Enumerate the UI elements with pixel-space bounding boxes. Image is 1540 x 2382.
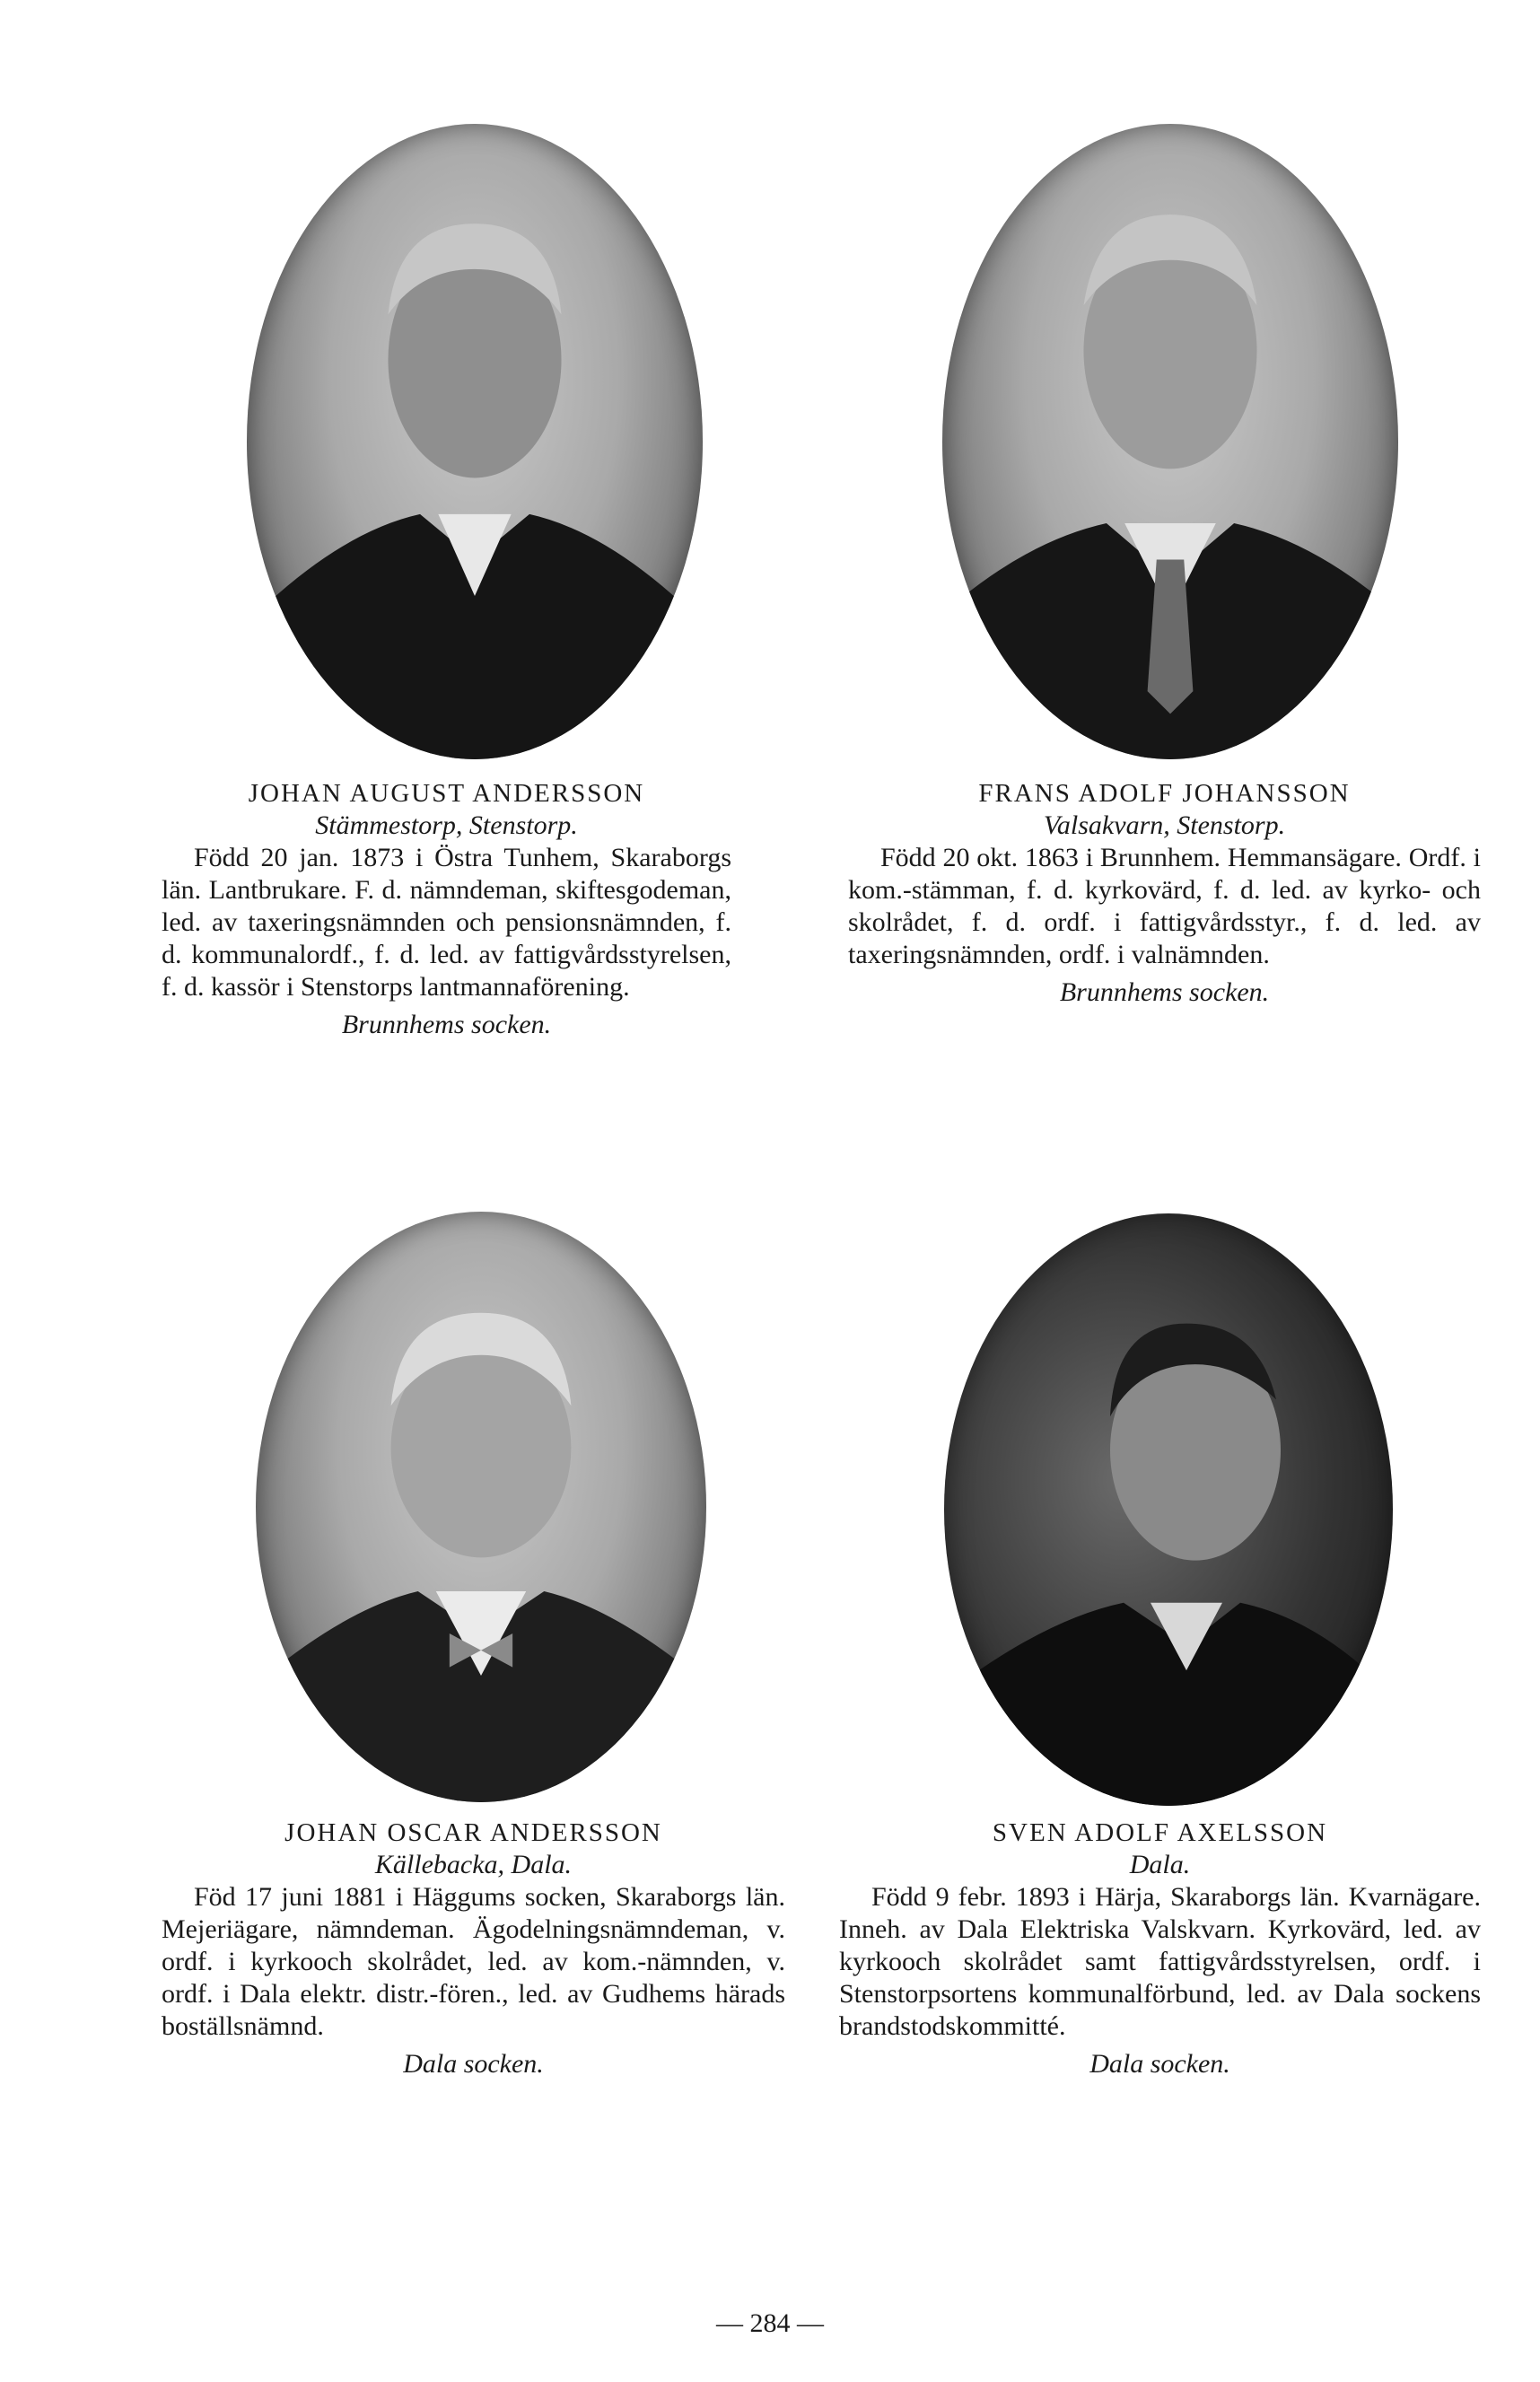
residence: Källebacka, Dala. <box>374 1850 573 1879</box>
parish-name: Dala socken. <box>1089 2049 1230 2079</box>
portrait-photo-frans-adolf-johansson <box>942 124 1398 759</box>
caption-entry-3 <box>162 1817 785 2080</box>
portrait-photo-sven-adolf-axelsson <box>944 1213 1393 1806</box>
residence: Stämmestorp, Stenstorp. <box>315 810 578 840</box>
biography: Född 20 okt. 1863 i Brunnhem. Hemmansägare. Ordf. i kom.-stämman, f. d. kyrkovärd, f. d. led. av kyrko- och skolrådet, f. d. ordf. i fattigvårdsstyr., f. d. led. av taxeringsnämnden, ordf. i valnämnden. <box>848 843 1481 969</box>
residence: Valsakvarn, Stenstorp. <box>1043 810 1286 840</box>
caption-entry-2 <box>848 777 1481 1009</box>
portrait-photo-johan-oscar-andersson <box>256 1212 706 1802</box>
biography: Född 20 jan. 1873 i Östra Tunhem, Skaraborgs län. Lantbrukare. F. d. nämndeman, skiftesgodeman, led. av taxeringsnämnden och pensionsnämnden, f. d. kommunalordf., f. d. led. av fattigvårdsstyrelsen, f. d. kassör i Stenstorps lantmannaförening. <box>162 843 731 1002</box>
person-name: FRANS ADOLF JOHANSSON <box>978 779 1351 808</box>
person-name: SVEN ADOLF AXELSSON <box>992 1818 1328 1847</box>
biography: Föd 17 juni 1881 i Häggums socken, Skaraborgs län. Mejeriägare, nämndeman. Ägodelningsnämndeman, v. ordf. i kyrkooch skolrådet, led. av kom.-nämnden, v. ordf. i Dala elektr. distr.-fören., led. av Gudhems härads boställsnämnd. <box>162 1882 785 2041</box>
parish-name: Brunnhems socken. <box>341 1010 552 1039</box>
biography: Född 9 febr. 1893 i Härja, Skaraborgs län. Kvarnägare. Inneh. av Dala Elektriska Valskvarn. Kyrkovärd, led. av kyrkooch skolrådet samt fattigvårdsstyrelsen, ordf. i Stenstorpsortens kommunalförbund, led. av Dala sockens brandstodskommitté. <box>839 1882 1481 2041</box>
portrait-silhouette <box>942 124 1398 759</box>
parish-name: Dala socken. <box>403 2049 544 2079</box>
person-name: JOHAN OSCAR ANDERSSON <box>284 1818 662 1847</box>
parish-name: Brunnhems socken. <box>1059 977 1270 1007</box>
portrait-silhouette <box>944 1213 1393 1806</box>
portrait-silhouette <box>247 124 703 759</box>
portrait-photo-johan-august-andersson <box>247 124 703 759</box>
caption-entry-1 <box>162 777 731 1041</box>
portrait-silhouette <box>256 1212 706 1802</box>
person-name: JOHAN AUGUST ANDERSSON <box>248 779 645 808</box>
residence: Dala. <box>1129 1850 1191 1879</box>
caption-entry-4 <box>839 1817 1481 2080</box>
page-number: — 284 — <box>716 2308 824 2338</box>
